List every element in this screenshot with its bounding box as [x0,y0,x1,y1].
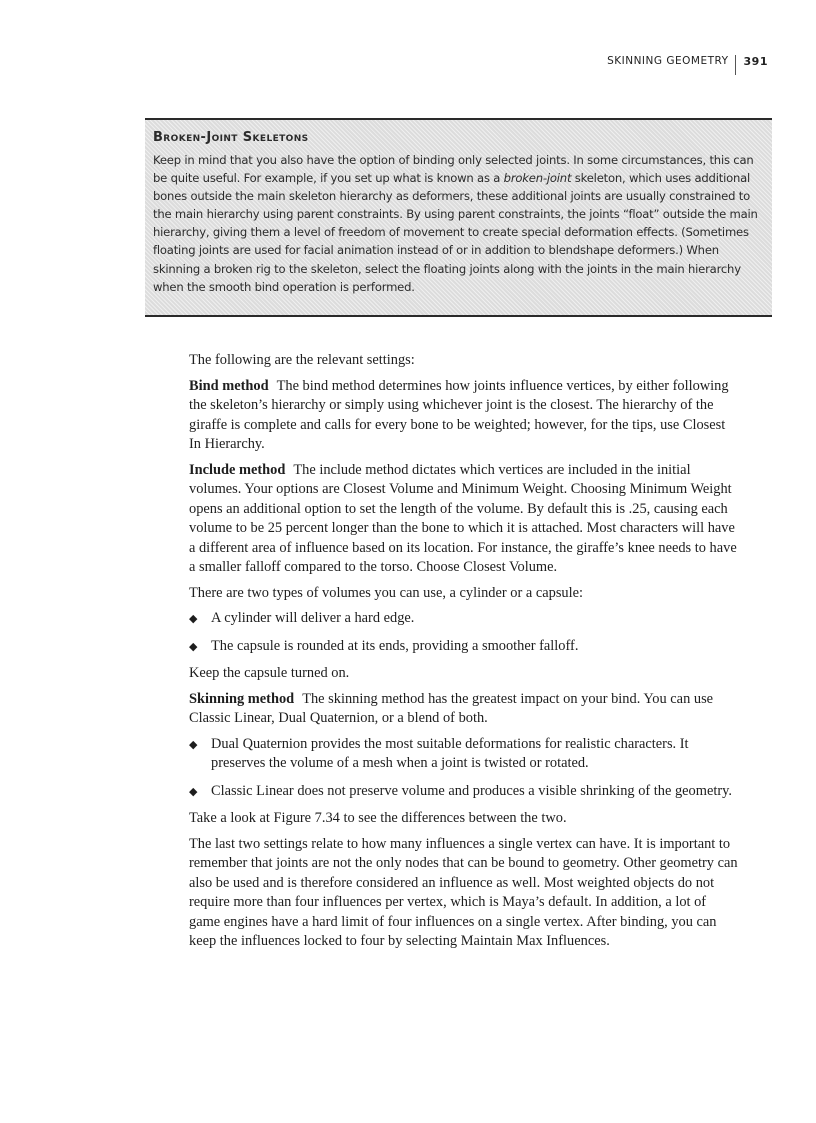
skinning-bullet-list [189,735,739,802]
include-method-term: Include method [189,461,286,478]
header-divider [735,55,736,75]
list-item: ◆ A cylinder will deliver a hard edge. [189,609,739,629]
sidebar-emphasis: broken-joint [503,171,572,186]
page-number: 391 [743,54,768,68]
volume-bullet-list [189,609,739,656]
sidebar-text: Keep in mind that you also have the option of binding only selected joints. In some circumstances, this can be quite useful. For example, if you set up what is known as a broken-joint skeleton, which uses additional bones outside the main skeleton hierarchy as deformers, these additional joints are usually constrained to the main hierarchy using parent constraints. By using parent constraints, the joints “float” outside the main hierarchy, giving them a level of freedom of movement to create special deformation effects. (Sometimes floating joints are used for facial animation instead of or in addition to blendshape deformers.) When skinning a broken rig to the skeleton, select the floating joints along with the joints in the main hierarchy when the smooth bind operation is performed. [153,153,758,294]
list-item: ◆ The capsule is rounded at its ends, providing a smoother falloff. [189,637,739,657]
body-text [189,351,739,958]
influences-paragraph: The last two settings relate to how many influences a single vertex can have. It is important to remember that joints are not the only nodes that can be bound to geometry. Other geometry can also be used and is therefore considered an influence as well. Most weighted objects do not require more than four influences per vertex, which is Maya’s default. In addition, a lot of game engines have a hard limit of four influences on a single vertex. After binding, you can keep the influences locked to four by selecting Maintain Max Influences. [189,835,738,949]
include-method-paragraph: Include method The include method dictates which vertices are included in the initial volumes. Your options are Closest Volume and Minimum Weight. Choosing Minimum Weight opens an additional option to set the length of the volume. By default this is .25, causing each volume to be 25 percent longer than the bone to which it is attached. Most characters will have a different area of influence based on its location. For instance, the giraffe’s knee needs to have a smaller falloff compared to the torso. Choose Closest Volume. [189,461,737,575]
figure-reference-paragraph: Take a look at Figure 7.34 to see the differences between the two. [189,810,567,826]
intro-paragraph: The following are the relevant settings: [189,352,415,368]
list-item: ◆ Classic Linear does not preserve volume and produces a visible shrinking of the geometry. [189,782,739,802]
section-title: SKINNING GEOMETRY [607,55,729,67]
running-head [607,51,768,71]
skinning-method-term: Skinning method [189,690,295,707]
capsule-note-paragraph: Keep the capsule turned on. [189,665,350,681]
list-item: ◆ Dual Quaternion provides the most suitable deformations for realistic characters. It preserves the volume of a mesh when a joint is twisted or rotated. [189,735,739,774]
skinning-method-paragraph: Skinning method The skinning method has the greatest impact on your bind. You can use Classic Linear, Dual Quaternion, or a blend of both. [189,690,714,726]
sidebar-box [145,118,772,317]
bind-method-term: Bind method [189,377,269,394]
bind-method-paragraph: Bind method The bind method determines how joints influence vertices, by either following the skeleton’s hierarchy or simply using whichever joint is the closest. The hierarchy of the giraffe is complete and calls for every bone to be weighted; however, for the tips, use Closest In Hierarchy. [189,377,729,452]
volumes-intro-paragraph: There are two types of volumes you can use, a cylinder or a capsule: [189,584,583,601]
sidebar-title: Broken-Joint Skeletons [153,130,309,145]
